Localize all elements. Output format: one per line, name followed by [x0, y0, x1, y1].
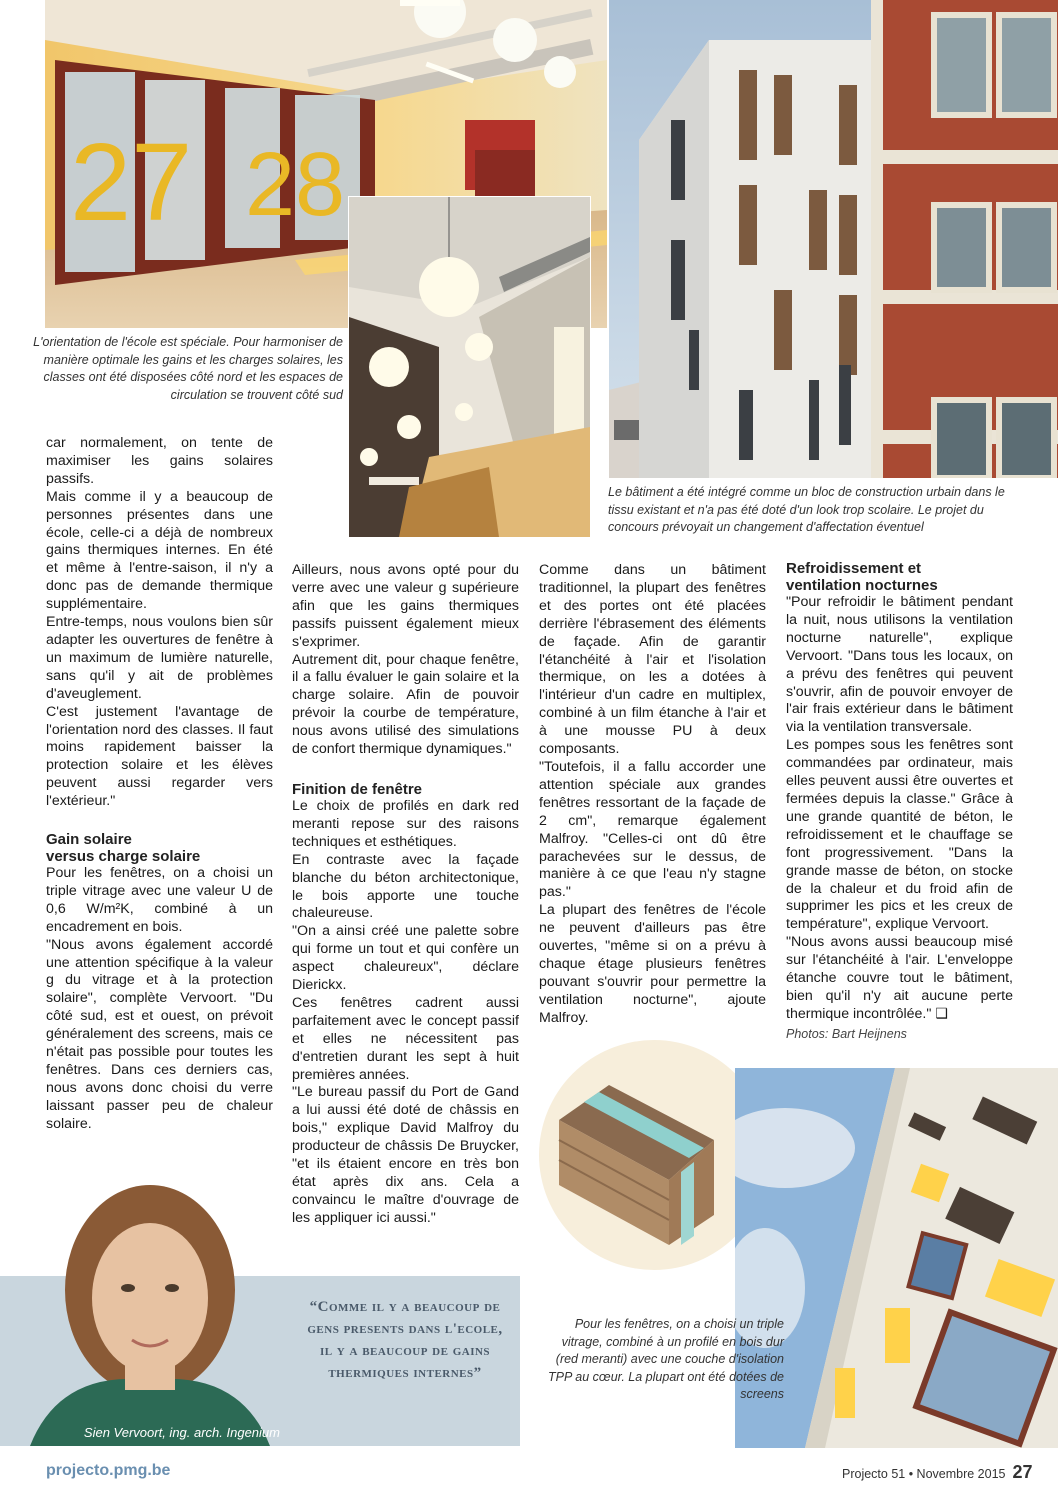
page-number: 27 — [1012, 1462, 1033, 1482]
heading-line-1: Refroidissement et — [786, 560, 922, 577]
col1-paragraph: car normalement, on tente de maximiser les gains solaires passifs. — [46, 435, 273, 487]
corridor-caption: L'orientation de l'école est spéciale. Pour harmoniser de manière optimale les gains et les charges solaires, les classes ont été disposées côté nord et les espaces de circulation se trouvent côté sud — [33, 335, 343, 402]
col1-paragraph: Entre-temps, nous voulons bien sûr adapter les ouvertures de fenêtre à un maximum de lumière naturelle, sans qu'il y ait de problèmes d'aveuglement. — [46, 614, 273, 702]
text-column-1 — [46, 435, 273, 1134]
col4-paragraph: Les pompes sous les fenêtres sont commandées par ordinateur, mais elles peuvent aussi être ouvertes et fermées depuis la classe." Grâce à une grande quantité de béton, le refroidissement et le chauffage se font progressivement. "Dans la grande masse de béton, on stocke de la chaleur et du froid afin de supprimer les pics et les creux de température", explique Vervoort. — [786, 737, 1013, 933]
col1-paragraph: C'est justement l'avantage de l'orientation nord des classes. Il faut moins rapidement baisser la protection solaire et les élèves peuvent aussi regarder vers l'extérieur." — [46, 703, 273, 810]
hall-photo — [348, 196, 591, 538]
footer-issue-text: Projecto 51 • Novembre 2015 — [842, 1467, 1006, 1481]
col3-paragraph: La plupart des fenêtres de l'école ne peuvent d'ailleurs pas être ouvertes, "même si on a prévu à chaque étage plusieurs fenêtres pouvant s'ouvrir pour permettre la ventilation nocturne", ajoute Malfroy. — [539, 902, 766, 1026]
portrait-photo — [0, 1180, 280, 1446]
heading-gain-solaire — [46, 831, 273, 865]
col4-paragraph: "Pour refroidir le bâtiment pendant la nuit, nous utilisons la ventilation nocturne naturelle", explique Vervoort. "Dans tous les locaux, on a prévu des fenêtres qui peuvent s'ouvrir, afin de pouvoir envoyer de l'air frais extérieur dans le bâtiment via la ventilation transversale. — [786, 594, 1013, 736]
door-number-27: 27 — [70, 121, 193, 244]
heading-line-2: ventilation nocturnes — [786, 577, 938, 594]
col2-paragraph: Le choix de profilés en dark red meranti repose sur des raisons techniques et esthétiques. — [292, 797, 519, 850]
heading-finition-fenetre: Finition de fenêtre — [292, 780, 423, 798]
col2-paragraph: Autrement dit, pour chaque fenêtre, il a fallu évaluer le gain solaire et la charge solaire. Afin de pouvoir prévoir la courbe de température, nous avons utilisé des simulations de confort thermique dynamiques." — [292, 651, 519, 758]
facade-photo — [609, 0, 1058, 478]
heading-refroidissement — [786, 560, 1013, 594]
footer-website[interactable]: projecto.pmg.be — [46, 1462, 171, 1479]
pull-quote: “Comme il y a beaucoup de gens presents dans l'ecole, il y a beaucoup de gains thermiques internes” — [307, 1299, 503, 1381]
col2-paragraph: En contraste avec la façade blanche du béton architectonique, le bois apporte une touche chaleureuse. — [292, 851, 519, 922]
facade-caption: Le bâtiment a été intégré comme un bloc de construction urbain dans le tissu existant et n'a pas été doté d'un look trop scolaire. Le projet du concours prévoyait un changement d'affectation éventuel — [608, 485, 1005, 534]
text-column-3 — [539, 562, 766, 1028]
portrait-caption: Sien Vervoort, ing. arch. Ingenium — [83, 1425, 280, 1440]
footer-issue — [842, 1462, 1032, 1483]
col4-paragraph: "Nous avons aussi beaucoup misé sur l'étanchéité à l'air. L'enveloppe étanche couvre tout le bâtiment, bien qu'il n'y ait aucune perte thermique incontrôlée." ❑ — [786, 934, 1013, 1022]
door-number-28: 28 — [245, 135, 346, 235]
col3-paragraph: "Toutefois, il a fallu accorder une attention spéciale aux grandes fenêtres ressortant de la façade de 2 cm", remarque également Malfroy. "Celles-ci ont dû être parachevées sur le dessus, de manière à ce que l'eau n'y stagne pas." — [539, 758, 766, 901]
col1-paragraph: Pour les fenêtres, on a choisi un triple vitrage avec une valeur U de 0,6 W/m²K, combiné à un encadrement en bois. — [46, 865, 273, 935]
col2-paragraph: Ailleurs, nous avons opté pour du verre avec une valeur g supérieure afin que les gains thermiques passifs puissent également mieux s'exprimer. — [292, 562, 519, 650]
col2-paragraph: Ces fenêtres cadrent aussi parfaitement avec le concept passif et elles ne nécessitent pas d'entretien durant les sept à huit premières années. — [292, 994, 519, 1083]
col2-paragraph: "Le bureau passif du Port de Gand a lui aussi été doté de châssis en bois," explique David Malfroy du producteur de châssis De Bruycker, "et ils étaient encore en très bon état après dix ans. Cela a convaincu le maître d'ouvrage de les appliquer ici aussi." — [292, 1084, 519, 1226]
col3-paragraph: Comme dans un bâtiment traditionnel, la plupart des fenêtres et des portes ont été placées derrière l'ébrasement des éléments de façade. Afin de garantir l'étanchéité à l'air et l'isolation thermique, on les a dotées à l'intérieur d'un cadre en multiplex, combiné à un film étanche à l'air et à une mousse PU à deux composants. — [539, 562, 766, 758]
heading-line-2: versus charge solaire — [46, 848, 201, 866]
text-column-4 — [786, 560, 1013, 1044]
col1-paragraph: Mais comme il y a beaucoup de personnes présentes dans une école, celle-ci a déjà de nombreux gains thermiques internes. En été et même à l'entre-saison, il n'y a donc pas de demande thermique supplémentaire. — [46, 488, 273, 613]
facade-photo-graphic — [609, 0, 1058, 478]
col1-paragraph: "Nous avons également accordé une attention spécifique à la valeur g du vitrage et à la protection solaire", complète Vervoort. "Du côté sud, est et ouest, on prévoit généralement des screens, mais ce n'était pas possible pour toutes les fenêtres. Dans ces derniers cas, nous avons donc choisi du verre laissant passer peu de chaleur solaire. — [46, 936, 273, 1132]
hall-photo-graphic — [349, 197, 590, 537]
text-column-2 — [292, 562, 519, 1228]
windows-caption: Pour les fenêtres, on a choisi un triple vitrage, combiné à un profilé en bois dur (red meranti) avec une couche d'isolation TPP au cœur. La plupart ont été dotées de screens — [547, 1317, 784, 1401]
col2-paragraph: "On a ainsi créé une palette sobre qui forme un tout et qui confère un aspect chaleureux", déclare Dierickx. — [292, 923, 519, 994]
photo-credit: Photos: Bart Heijnens — [786, 1026, 907, 1041]
heading-line-1: Gain solaire — [46, 831, 132, 849]
portrait-graphic — [0, 1180, 280, 1446]
